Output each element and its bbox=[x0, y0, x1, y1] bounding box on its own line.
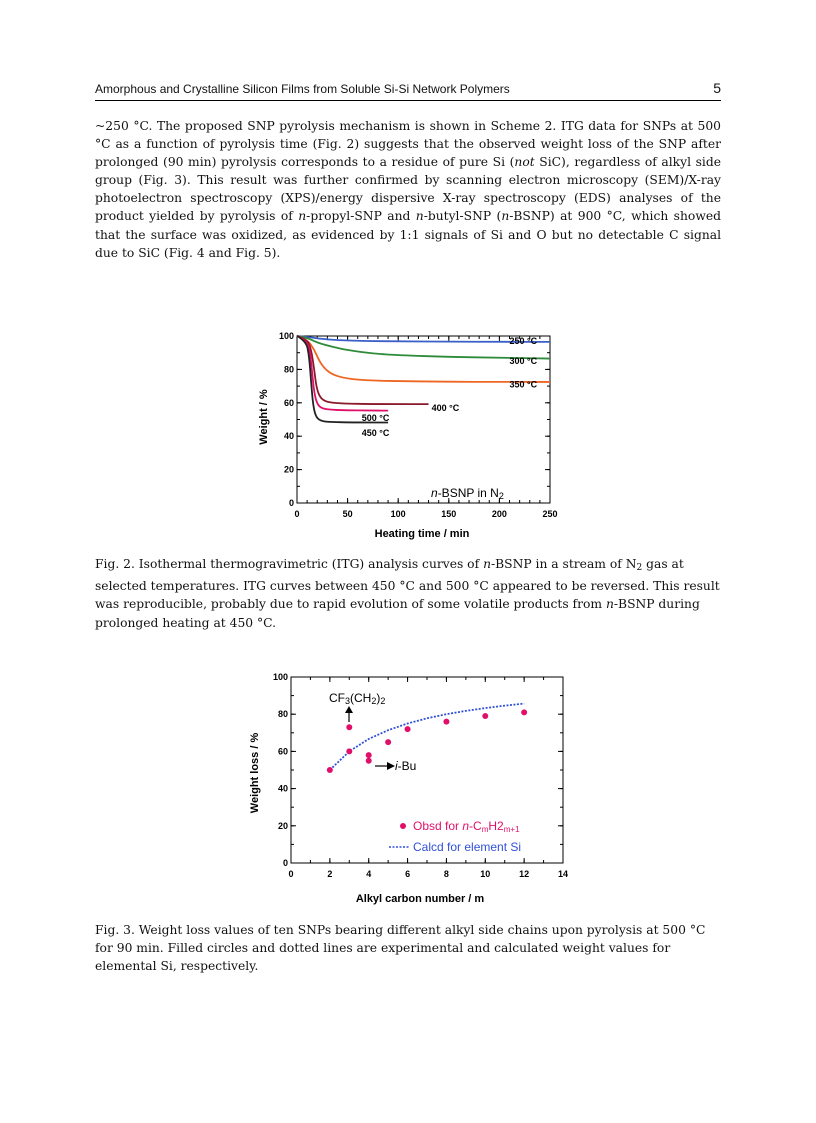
weight-loss-x-tick-label: 8 bbox=[443, 869, 449, 879]
itg-y-tick-label: 40 bbox=[283, 431, 294, 442]
weight-loss-x-tick-label: 10 bbox=[480, 869, 491, 879]
observed-point bbox=[482, 713, 488, 719]
running-header bbox=[95, 80, 721, 101]
observed-point bbox=[366, 752, 372, 758]
weight-loss-x-tick-label: 6 bbox=[405, 869, 411, 879]
weight-loss-y-tick-label: 80 bbox=[277, 709, 288, 720]
body-text bbox=[95, 117, 721, 262]
itg-y-tick-label: 80 bbox=[283, 364, 294, 375]
itg-x-tick-label: 0 bbox=[294, 509, 300, 519]
itg-annotation: n-BSNP in N2 bbox=[431, 486, 504, 501]
figure-3-weight-loss-chart bbox=[243, 666, 578, 910]
ibu-annotation: i-Bu bbox=[395, 759, 417, 773]
figure-2-itg-chart bbox=[250, 322, 570, 544]
itg-series-line bbox=[297, 336, 429, 404]
itg-series-label: 400 °C bbox=[431, 402, 460, 413]
weight-loss-x-tick-label: 14 bbox=[557, 869, 569, 879]
weight-loss-chart-svg bbox=[243, 666, 578, 910]
observed-point bbox=[346, 748, 352, 754]
running-title: Amorphous and Crystalline Silicon Films from Soluble Si-Si Network Polymers bbox=[95, 82, 510, 96]
paragraph: ~250 °C. The proposed SNP pyrolysis mechanism is shown in Scheme 2. ITG data for SNPs at 500 °C as a function of pyrolysis time (Fig. 2) suggests that the observed weight loss of the SNP after prolonged (90 min) pyrolysis corresponds to a residue of pure Si (not SiC), regardless of alkyl side group (Fig. 3). This result was further confirmed by scanning electron microscopy (SEM)/X-ray photoelectron spectroscopy (XPS)/energy dispersive X-ray spectroscopy (EDS) analyses of the product yielded by pyrolysis of n-propyl-SNP and n-butyl-SNP (n-BSNP) at 900 °C, which showed that the surface was oxidized, as evidenced by 1:1 signals of Si and O but no detectable C signal due to SiC (Fig. 4 and Fig. 5). bbox=[95, 119, 721, 260]
cf3-arrow bbox=[345, 706, 353, 722]
page-number: 5 bbox=[713, 80, 721, 96]
itg-y-tick-label: 100 bbox=[278, 331, 294, 341]
observed-point bbox=[385, 739, 391, 745]
weight-loss-x-tick-label: 2 bbox=[327, 869, 333, 879]
itg-x-tick-label: 100 bbox=[390, 509, 406, 519]
weight-loss-x-axis-label: Alkyl carbon number / m bbox=[355, 893, 485, 905]
legend-observed-label: Obsd for n-CmH2m+1 bbox=[413, 819, 520, 834]
weight-loss-y-axis-label: Weight loss / % bbox=[249, 732, 261, 814]
observed-point bbox=[521, 709, 527, 715]
weight-loss-y-tick-label: 0 bbox=[282, 858, 288, 868]
weight-loss-y-tick-label: 60 bbox=[277, 746, 288, 757]
itg-series-label: 500 °C bbox=[361, 412, 390, 423]
itg-series-label: 300 °C bbox=[509, 356, 538, 367]
weight-loss-x-tick-label: 12 bbox=[519, 869, 530, 879]
weight-loss-x-tick-label: 0 bbox=[288, 869, 294, 879]
itg-y-tick-label: 60 bbox=[283, 397, 294, 408]
itg-series-label: 250 °C bbox=[509, 336, 538, 347]
itg-y-axis-label: Weight / % bbox=[258, 389, 270, 445]
itg-chart-svg bbox=[250, 322, 570, 544]
observed-point bbox=[327, 767, 333, 773]
weight-loss-y-tick-label: 20 bbox=[277, 820, 288, 831]
weight-loss-y-tick-label: 40 bbox=[277, 783, 288, 794]
observed-point bbox=[443, 719, 449, 725]
itg-y-tick-label: 0 bbox=[288, 498, 294, 508]
legend-observed-marker bbox=[400, 823, 406, 829]
cf3-annotation: CF3(CH2)2 bbox=[329, 691, 386, 706]
itg-y-tick-label: 20 bbox=[283, 464, 294, 475]
observed-point bbox=[366, 758, 372, 764]
ibu-arrow bbox=[375, 762, 395, 770]
calculated-si-curve bbox=[330, 704, 524, 770]
itg-x-axis-label: Heating time / min bbox=[374, 528, 470, 540]
itg-x-tick-label: 50 bbox=[342, 509, 353, 519]
itg-series-label: 450 °C bbox=[361, 427, 390, 438]
itg-x-tick-label: 200 bbox=[491, 509, 507, 519]
weight-loss-x-tick-label: 4 bbox=[366, 869, 372, 879]
legend-calculated-label: Calcd for element Si bbox=[413, 840, 522, 854]
observed-point bbox=[405, 726, 411, 732]
itg-series-label: 350 °C bbox=[509, 379, 538, 390]
itg-x-tick-label: 250 bbox=[542, 509, 558, 519]
weight-loss-y-tick-label: 100 bbox=[272, 672, 288, 682]
itg-x-tick-label: 150 bbox=[441, 509, 457, 519]
observed-point bbox=[346, 724, 352, 730]
figure-3-caption: Fig. 3. Weight loss values of ten SNPs bearing different alkyl side chains upon pyrolysis at 500 °C for 90 min. Filled circles and dotted lines are experimental and calculated weight values for elemental Si, respectively. bbox=[95, 923, 706, 974]
figure-2-caption: Fig. 2. Isothermal thermogravimetric (ITG) analysis curves of n-BSNP in a stream of $N_2$ gas at selected temperatures. ITG curves between 450 °C and 500 °C appeared to be reversed. This result was reproducible, probably due to rapid evolution of some volatile products from n-BSNP during prolonged heating at 450 °C. bbox=[95, 557, 720, 630]
